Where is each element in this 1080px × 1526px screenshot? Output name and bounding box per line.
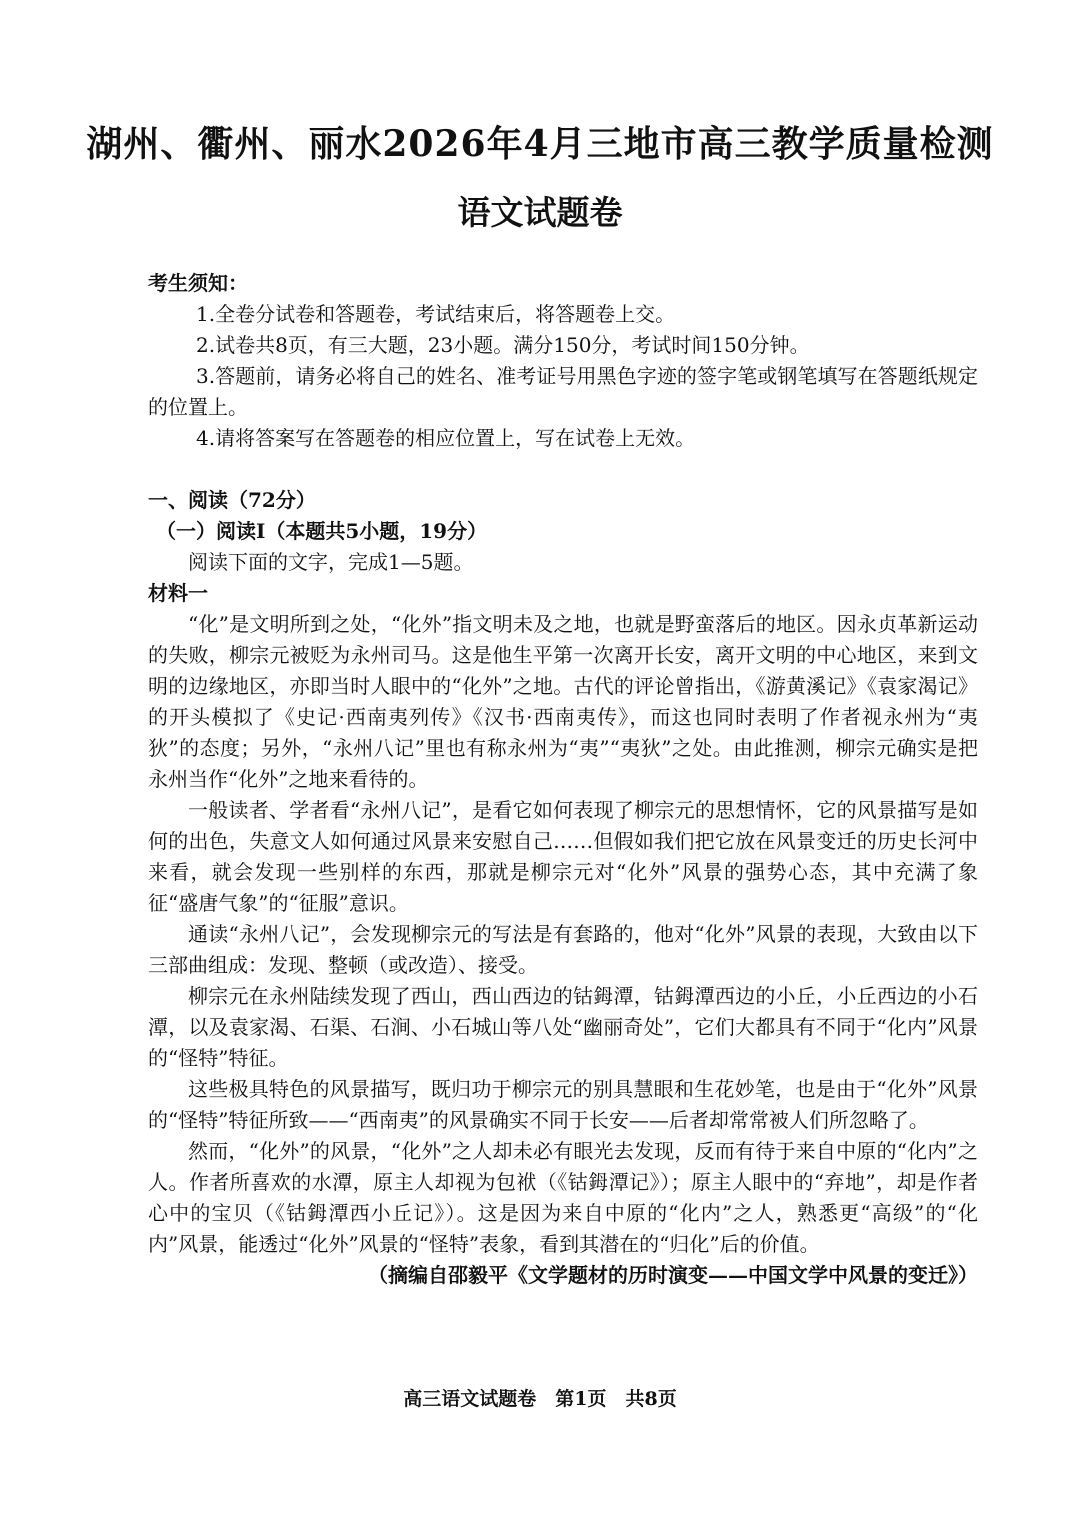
page-footer: 高三语文试题卷 第1页 共8页 [403,1388,677,1410]
paragraph: “化”是文明所到之处，“化外”指文明未及之地，也就是野蛮落后的地区。因永贞革新运动的失败，柳宗元被贬为永州司马。这是他生平第一次离开长安，离开文明的中心地区，来到文明的边缘地区，亦即当时人眼中的“化外”之地。古代的评论曾指出，《游黄溪记》《袁家渴记》的开头模拟了《史记·西南夷列传》《汉书·西南夷传》，而这也同时表明了作者视永州为“夷狄”的态度；另外，“永州八记”里也有称永州为“夷”“夷狄”之处。由此推测，柳宗元确实是把永州当作“化外”之地来看待的。 [148,612,978,791]
paragraph: 柳宗元在永州陆续发现了西山，西山西边的钴鉧潭，钴鉧潭西边的小丘，小丘西边的小石潭，以及袁家渴、石渠、石涧、小石城山等八处“幽丽奇处”，它们大都具有不同于“化内”风景的“怪特”特征。 [148,984,978,1070]
section-subheading: （一）阅读Ⅰ（本题共5小题，19分） [156,519,488,543]
source-citation: （摘编自邵毅平《文学题材的历时演变——中国文学中风景的变迁》） [368,1263,978,1287]
paragraph: 一般读者、学者看“永州八记”，是看它如何表现了柳宗元的思想情怀，它的风景描写是如何的出色，失意文人如何通过风景来安慰自己……但假如我们把它放在风景变迁的历史长河中来看，就会发现一些别样的东西，那就是柳宗元对“化外”风景的强势心态，其中充满了象征“盛唐气象”的“征服”意识。 [148,798,978,915]
notice-item-4: 4.请将答案写在答题卷的相应位置上，写在试卷上无效。 [196,426,696,450]
section-heading: 一、阅读（72分） [148,488,316,512]
paragraph: 通读“永州八记”，会发现柳宗元的写法是有套路的，他对“化外”风景的表现，大致由以下三部曲组成：发现、整顿（或改造）、接受。 [148,922,978,977]
exam-title: 湖州、衢州、丽水2026年4月三地市高三教学质量检测 [86,123,994,165]
paragraph: 这些极具特色的风景描写，既归功于柳宗元的别具慧眼和生花妙笔，也是由于“化外”风景的“怪特”特征所致——“西南夷”的风景确实不同于长安——后者却常常被人们所忽略了。 [148,1077,978,1132]
exam-body [148,268,978,1291]
notice-item-3: 3.答题前，请务必将自己的姓名、准考证号用黑色字迹的签字笔或钢笔填写在答题纸规定的位置上。 [148,364,978,419]
material-label: 材料一 [148,581,208,605]
exam-subtitle: 语文试题卷 [457,193,623,232]
notice-heading: 考生须知： [148,271,248,295]
notice-item-1: 1.全卷分试卷和答题卷，考试结束后，将答题卷上交。 [196,302,676,326]
notice-item-2: 2.试卷共8页，有三大题，23小题。满分150分，考试时间150分钟。 [196,333,810,357]
spacer [148,454,978,485]
paragraph: 然而，“化外”的风景，“化外”之人却未必有眼光去发现，反而有待于来自中原的“化内”之人。作者所喜欢的水潭，原主人却视为包袱（《钴鉧潭记》）；原主人眼中的“弃地”，却是作者心中的宝贝（《钴鉧潭西小丘记》）。这是因为来自中原的“化内”之人，熟悉更“高级”的“化内”风景，能透过“化外”风景的“怪特”表象，看到其潜在的“归化”后的价值。 [148,1139,978,1256]
section-instruction: 阅读下面的文字，完成1—5题。 [188,550,474,574]
